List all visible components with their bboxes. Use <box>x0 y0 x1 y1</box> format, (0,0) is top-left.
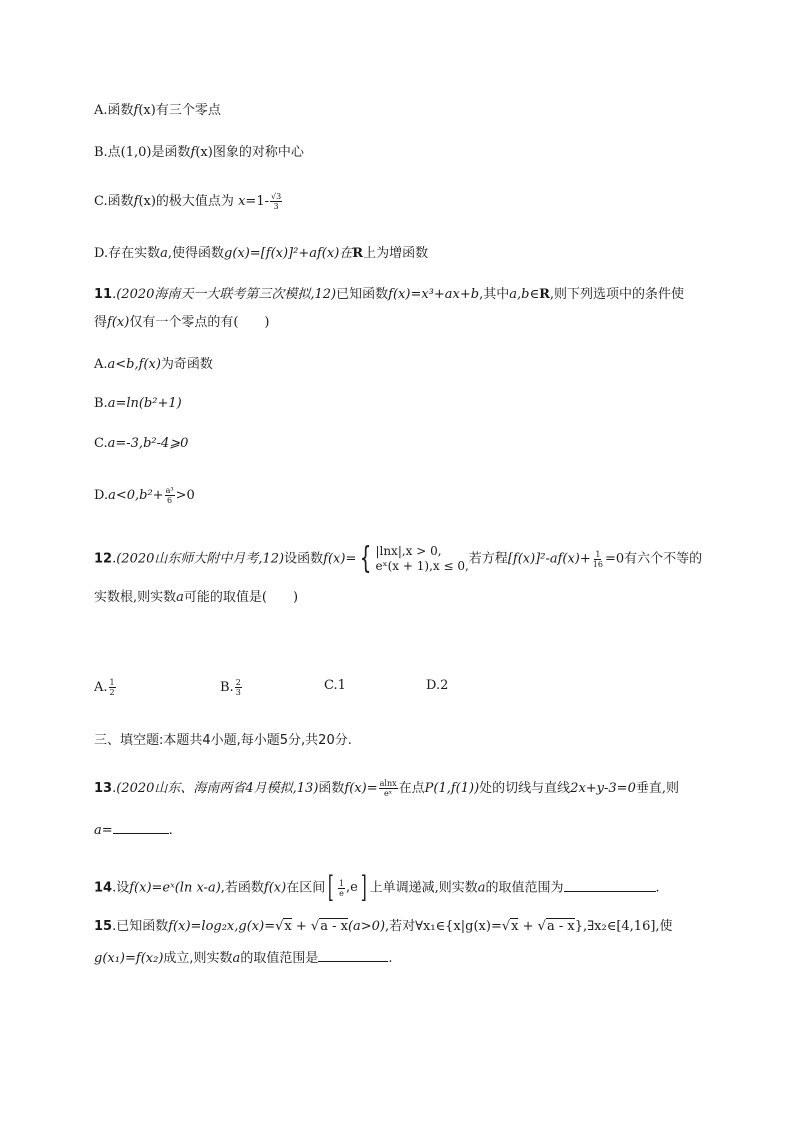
q13-stem-line2: a= . <box>94 819 173 841</box>
q15-stem-line2: g(x₁)=f(x₂)成立,则实数a的取值范围是 . <box>94 947 392 969</box>
q12-stem-line2: 实数根,则实数a可能的取值是( ) <box>94 590 299 605</box>
q11-option-b: B.a=ln(b²+1) <box>94 396 182 411</box>
fraction: $\frac{√3}{3}$ <box>270 192 282 211</box>
q15-stem-line1: 15.已知函数f(x)=log₂x,g(x)=√x + √a - x(a>0),若对∀x₁∈{x|g(x)=√x + √a - x},∃x₂∈[4,16],使 <box>94 919 673 934</box>
q12-option-a: A. $\frac{1}{2}$ <box>94 678 115 697</box>
q10-option-c: C.函数f(x)的极大值点为 x=1- $\frac{√3}{3}$ <box>94 192 282 211</box>
answer-blank[interactable] <box>564 877 656 892</box>
fraction: $\frac{2}{3}$ <box>235 678 241 697</box>
fraction: $\frac{1}{16}$ <box>592 549 603 569</box>
q12-options <box>94 678 594 698</box>
q10-option-a: A.函数f(x)有三个零点 <box>94 103 221 118</box>
q12-option-c: C.1 <box>324 678 346 693</box>
q12-option-d: D.2 <box>426 678 449 693</box>
q11-option-a: A.a<b,f(x)为奇函数 <box>94 357 213 372</box>
q12-stem-line1: 12.(2020山东师大附中月考,12)设函数f(x)= { |lnx|,x > 0, eˣ(x + 1),x ≤ 0, 若方程[f(x)]²-af(x)+ $\frac{1}{16}$ =0有六个不等的 <box>94 541 703 576</box>
q11-option-d: D.a<0,b²+ $\frac{\text{a³}}{6}$ >0 <box>94 486 195 505</box>
q11-option-c: C.a=-3,b²-4⩾0 <box>94 436 189 451</box>
section-title: 三、填空题:本题共4小题,每小题5分,共20分. <box>94 733 352 748</box>
fraction: $\frac{\text{a³}}{6}$ <box>165 486 174 505</box>
piecewise-function: { |lnx|,x > 0, eˣ(x + 1),x ≤ 0, <box>360 541 469 576</box>
q11-stem-line2: 得f(x)仅有一个零点的有( ) <box>94 315 270 330</box>
q12-option-b: B. $\frac{2}{3}$ <box>220 678 241 697</box>
q10-option-d: D.存在实数a,使得函数g(x)=[f(x)]²+af(x)在R上为增函数 <box>94 246 429 261</box>
interval: [ $\frac{1}{e}$ ,e ] <box>328 870 367 905</box>
fraction: $\frac{1}{2}$ <box>109 678 115 697</box>
answer-blank[interactable] <box>318 947 388 962</box>
q11-stem-line1: 11.(2020海南天一大联考第三次模拟,12)已知函数f(x)=x³+ax+b,其中a,b∈R,则下列选项中的条件使 <box>94 287 685 302</box>
q10-option-b: B.点(1,0)是函数f(x)图象的对称中心 <box>94 145 304 160</box>
q13-stem-line1: 13.(2020山东、海南两省4月模拟,13)函数f(x)= $\frac{alnx}{\text{eˣ}}$ 在点P(1,f(1))处的切线与直线2x+y-3=0垂直,则 <box>94 779 679 798</box>
q14-stem: 14.设f(x)=eˣ(ln x-a),若函数f(x)在区间 [ $\frac{1}{e}$ ,e ] 上单调递减,则实数a的取值范围为 . <box>94 870 660 905</box>
fraction: $\frac{alnx}{\text{eˣ}}$ <box>379 779 397 798</box>
fraction: $\frac{1}{e}$ <box>338 878 345 898</box>
answer-blank[interactable] <box>113 819 169 834</box>
